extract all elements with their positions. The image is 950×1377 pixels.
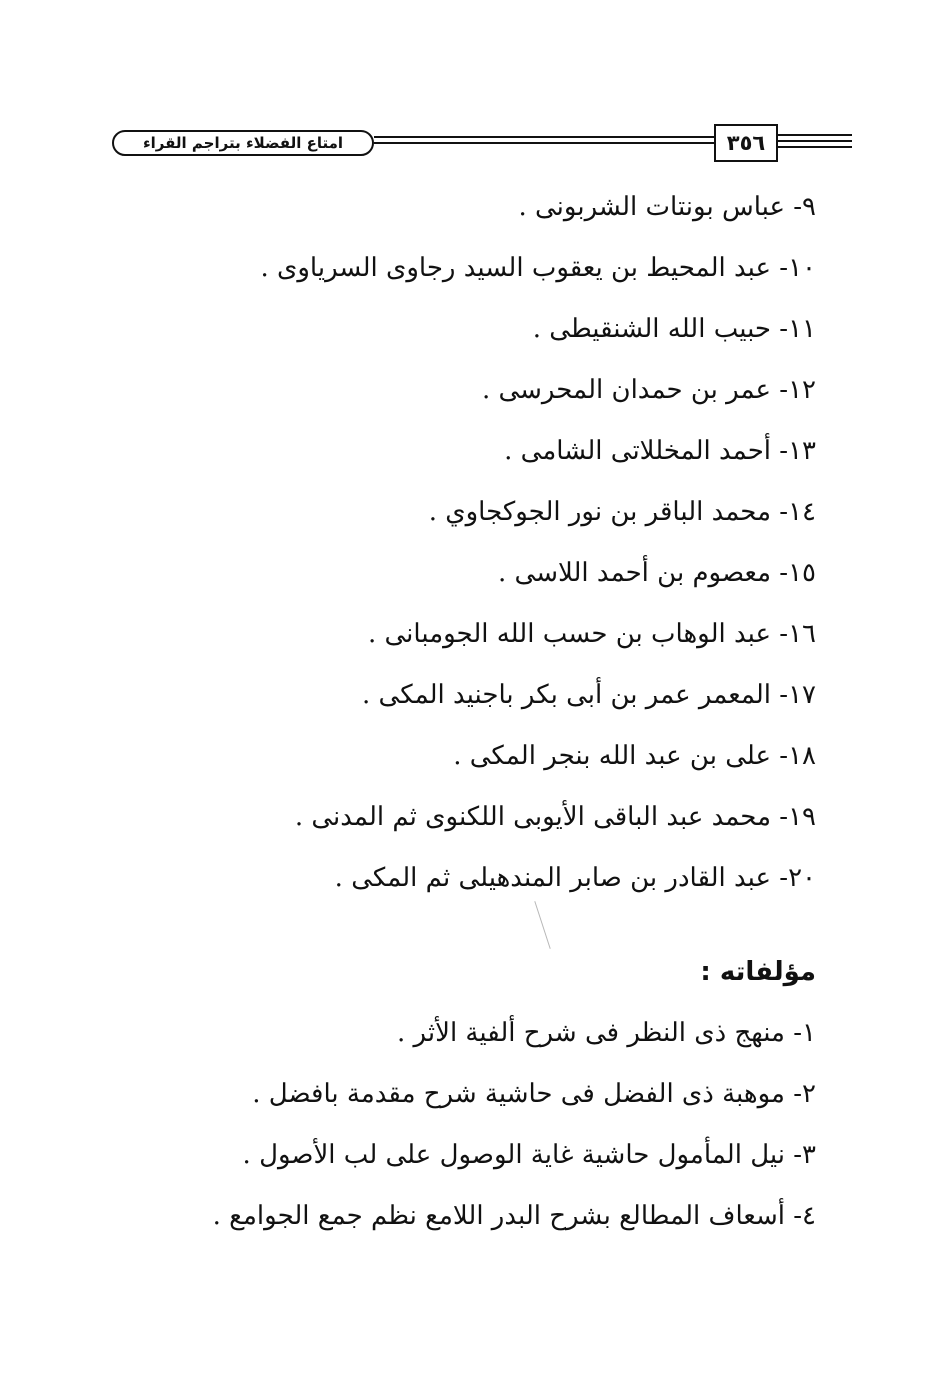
list-item: ٩- عباس بونتات الشربونى . (518, 192, 816, 222)
header-rule-right (778, 134, 852, 136)
students-list (176, 185, 816, 917)
header-rule-left-lower (374, 142, 714, 144)
list-item: ١٥- معصوم بن أحمد اللاسى . (498, 558, 816, 588)
works-list (176, 1011, 816, 1255)
header-rule-left (374, 136, 714, 138)
page-content (176, 185, 816, 1255)
list-item: ٤- أسعاف المطالع بشرح البدر اللامع نظم جمع الجوامع . (212, 1201, 816, 1231)
list-item: ١٤- محمد الباقر بن نور الجوكجاوي . (428, 497, 816, 527)
list-item: ٢٠- عبد القادر بن صابر المندهيلى ثم المكى . (334, 863, 816, 893)
list-item: ٣- نيل المأمول حاشية غاية الوصول على لب الأصول . (242, 1140, 816, 1170)
header-rule-right-lower (778, 140, 852, 142)
book-title: امتاع الفضلاء بتراجم القراء (112, 130, 374, 156)
list-item: ١٢- عمر بن حمدان المحرسى . (481, 375, 816, 405)
list-item: ٢- موهبة ذى الفضل فى حاشية شرح مقدمة بافضل . (252, 1079, 816, 1109)
list-item: ١٣- أحمد المخللاتى الشامى . (504, 436, 816, 466)
page-number: ٣٥٦ (714, 124, 778, 162)
header-rule-right-third (778, 146, 852, 148)
list-item: ١٨- على بن عبد الله بنجر المكى . (453, 741, 816, 771)
list-item: ١- منهج ذى النظر فى شرح ألفية الأثر . (397, 1018, 816, 1048)
works-heading: مؤلفاته : (700, 957, 816, 987)
list-item: ١٩- محمد عبد الباقى الأيوبى اللكنوى ثم المدنى . (294, 802, 816, 832)
list-item: ١٠- عبد المحيط بن يعقوب السيد رجاوى السرياوى . (260, 253, 816, 283)
list-item: ١٧- المعمر عمر بن أبى بكر باجنيد المكى . (362, 680, 816, 710)
running-header (112, 124, 852, 164)
list-item: ١١- حبيب الله الشنقيطى . (532, 314, 816, 344)
list-item: ١٦- عبد الوهاب بن حسب الله الجومبانى . (367, 619, 816, 649)
